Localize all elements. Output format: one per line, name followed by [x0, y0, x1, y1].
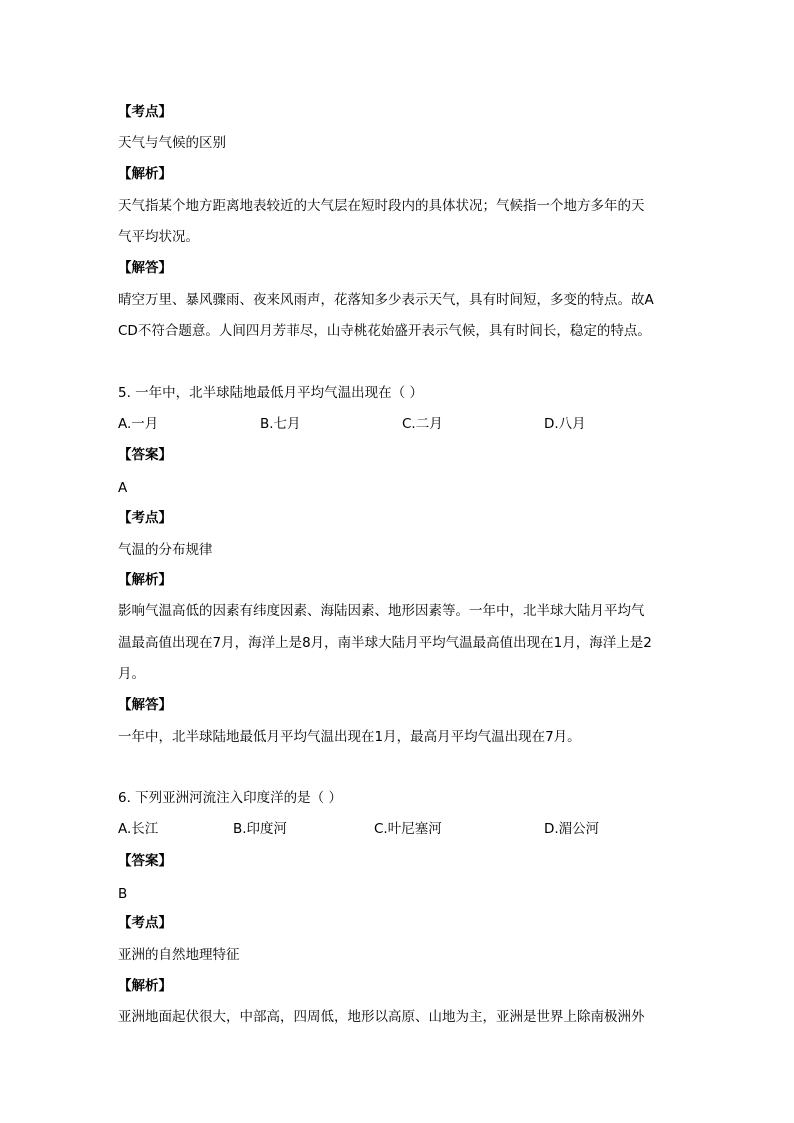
jiexi-text-line: 气平均状况。: [118, 229, 199, 245]
q5-option-a: A.一月: [118, 416, 159, 432]
answer-text: A: [118, 480, 128, 496]
q6-option-a: A.长江: [118, 821, 159, 837]
jieda-text-line: 晴空万里、暴风骤雨、夜来风雨声，花落知多少表示天气，具有时间短，多变的特点。故A: [118, 292, 654, 308]
jiexi-heading: 【解析】: [118, 166, 172, 182]
jiexi-text-line: 月。: [118, 666, 145, 682]
kaodian-text: 亚洲的自然地理特征: [118, 947, 240, 963]
jieda-heading: 【解答】: [118, 260, 172, 276]
question-5: 5. 一年中，北半球陆地最低月平均气温出现在（ ）: [118, 385, 423, 401]
kaodian-heading: 【考点】: [118, 104, 172, 120]
daan-heading: 【答案】: [118, 447, 172, 463]
jiexi-heading: 【解析】: [118, 572, 172, 588]
answer-text: B: [118, 886, 128, 902]
daan-heading: 【答案】: [118, 853, 172, 869]
jiexi-text-line: 温最高值出现在7月，海洋上是8月，南半球大陆月平均气温最高值出现在1月，海洋上是2: [118, 635, 652, 651]
jieda-text-line: 一年中，北半球陆地最低月平均气温出现在1月，最高月平均气温出现在7月。: [118, 729, 581, 745]
jiexi-text-line: 影响气温高低的因素有纬度因素、海陆因素、地形因素等。一年中，北半球大陆月平均气: [118, 603, 645, 619]
q6-option-b: B.印度河: [233, 821, 288, 837]
q6-option-d: D.湄公河: [544, 821, 600, 837]
jieda-text-line: CD不符合题意。人间四月芳菲尽，山寺桃花始盛开表示气候，具有时间长，稳定的特点。: [118, 323, 651, 339]
jiexi-text-line: 天气指某个地方距离地表较近的大气层在短时段内的具体状况；气候指一个地方多年的天: [118, 198, 645, 214]
kaodian-heading: 【考点】: [118, 510, 172, 526]
q5-option-b: B.七月: [260, 416, 301, 432]
jieda-heading: 【解答】: [118, 697, 172, 713]
question-6: 6. 下列亚洲河流注入印度洋的是（ ）: [118, 790, 342, 806]
q5-option-d: D.八月: [544, 416, 586, 432]
q5-option-c: C.二月: [402, 416, 443, 432]
kaodian-text: 天气与气候的区别: [118, 135, 226, 151]
kaodian-text: 气温的分布规律: [118, 542, 213, 558]
jiexi-text-line: 亚洲地面起伏很大，中部高，四周低，地形以高原、山地为主，亚洲是世界上除南极洲外: [118, 1009, 645, 1025]
kaodian-heading: 【考点】: [118, 915, 172, 931]
jiexi-heading: 【解析】: [118, 978, 172, 994]
q6-option-c: C.叶尼塞河: [374, 821, 442, 837]
